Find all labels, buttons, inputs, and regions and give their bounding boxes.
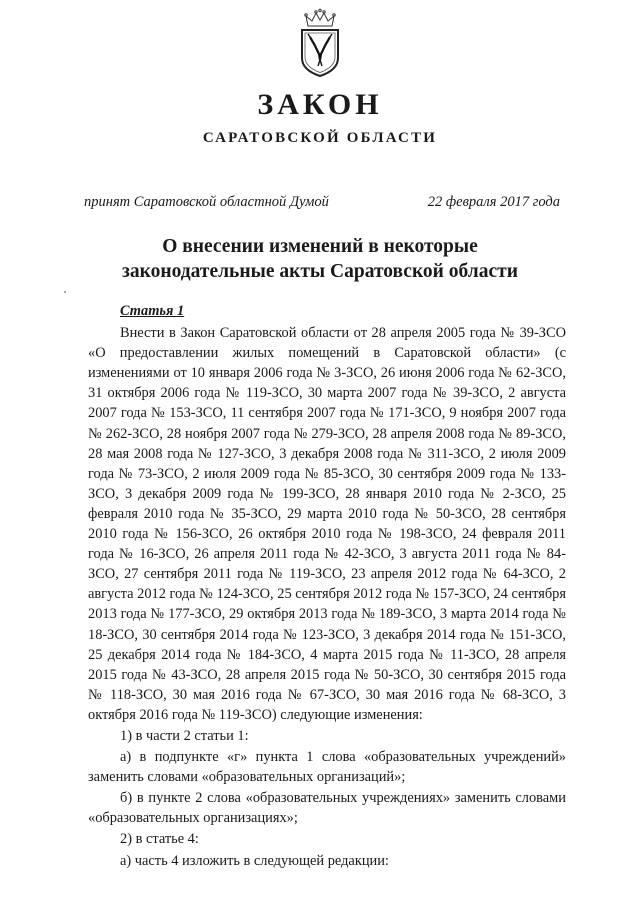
saratov-region-emblem-icon	[295, 8, 345, 78]
article-paragraph: б) в пункте 2 слова «образовательных учреждениях» заменить словами «образовательных организациях»;	[88, 790, 566, 827]
document-title: ЗАКОН	[257, 88, 383, 121]
article-title: Статья 1	[120, 303, 185, 319]
article-paragraph: а) в подпункте «г» пункта 1 слова «образовательных учреждений» заменить словами «образовательных организаций»;	[88, 749, 566, 786]
law-title-line-2: законодательные акты Саратовской области	[122, 261, 518, 282]
article-paragraph: 2) в статье 4:	[120, 831, 199, 848]
document-subtitle: САРАТОВСКОЙ ОБЛАСТИ	[202, 130, 438, 146]
law-title-line-1: О внесении изменений в некоторые	[162, 236, 478, 257]
adopted-by: принят Саратовской областной Думой	[84, 194, 329, 210]
article-paragraph: Внести в Закон Саратовской области от 28 апреля 2005 года № 39-ЗСО «О предоставлении жилых помещений в Саратовской области» (с изменениями от 10 января 2006 года № 3-ЗСО, 26 июня 2006 года № 62-ЗСО, 31 октября 2006 года № 119-ЗСО, 30 марта 2007 года № 39-ЗСО, 2 августа 2007 года № 153-ЗСО, 11 сентября 2007 года № 171-ЗСО, 9 ноября 2007 года № 262-ЗСО, 28 ноября 2007 года № 279-ЗСО, 28 апреля 2008 года № 89-ЗСО, 28 мая 2008 года № 127-ЗСО, 3 декабря 2008 года № 311-ЗСО, 2 июля 2009 года № 73-ЗСО, 2 июля 2009 года № 85-ЗСО, 30 сентября 2009 года № 133-ЗСО, 3 декабря 2009 года № 199-ЗСО, 28 января 2010 года № 2-ЗСО, 25 февраля 2010 года № 35-ЗСО, 29 марта 2010 года № 50-ЗСО, 28 сентября 2010 года № 156-ЗСО, 26 октября 2010 года № 198-ЗСО, 24 февраля 2011 года № 16-ЗСО, 26 апреля 2011 года № 42-ЗСО, 3 августа 2011 года № 84-ЗСО, 27 сентября 2011 года № 119-ЗСО, 23 апреля 2012 года № 64-ЗСО, 2 августа 2012 года № 124-ЗСО, 25 сентября 2012 года № 157-ЗСО, 24 сентября 2013 года № 177-ЗСО, 29 октября 2013 года № 189-ЗСО, 3 марта 2014 года № 18-ЗСО, 30 сентября 2014 года № 123-ЗСО, 3 декабря 2014 года № 151-ЗСО, 25 декабря 2014 года № 184-ЗСО, 4 марта 2015 года № 11-ЗСО, 28 апреля 2015 года № 43-ЗСО, 28 апреля 2015 года № 50-ЗСО, 30 сентября 2015 года № 118-ЗСО, 30 мая 2016 года № 67-ЗСО, 30 мая 2016 года № 68-ЗСО, 3 октября 2016 года № 119-ЗСО) следующие изменения:	[88, 325, 566, 723]
adoption-date: 22 февраля 2017 года	[427, 194, 560, 210]
article-paragraph: 1) в части 2 статьи 1:	[120, 727, 249, 744]
article-body	[88, 301, 566, 872]
scan-speck	[64, 291, 66, 293]
article-paragraph: а) часть 4 изложить в следующей редакции:	[120, 852, 389, 869]
law-title	[0, 234, 640, 284]
